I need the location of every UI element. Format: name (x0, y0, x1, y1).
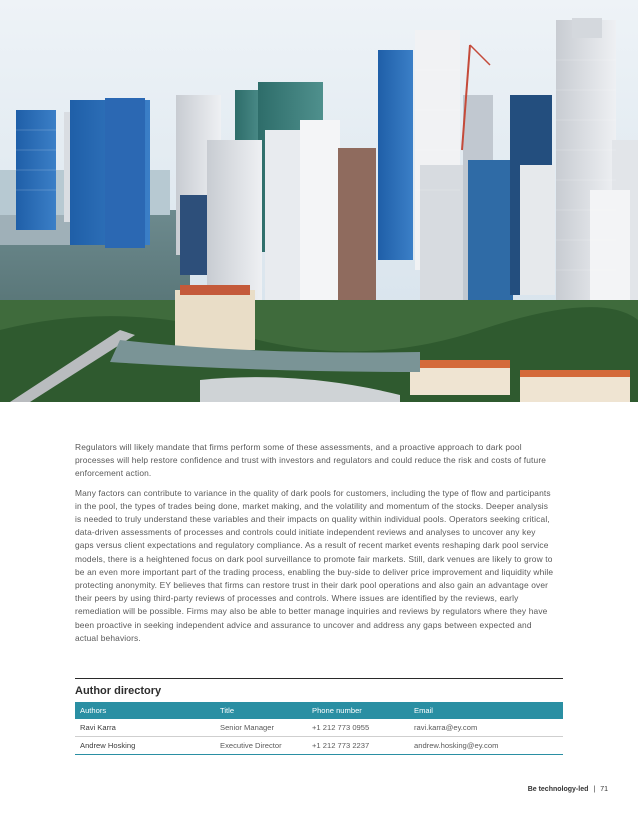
author-directory-rule (75, 678, 563, 679)
author-email[interactable]: ravi.karra@ey.com (414, 723, 478, 732)
author-directory-table (75, 702, 563, 755)
header-authors: Authors (75, 702, 215, 719)
header-email: Email (409, 702, 563, 719)
table-row (75, 719, 563, 737)
table-header-row (75, 702, 563, 719)
author-title: Executive Director (220, 741, 282, 750)
body-paragraph: Regulators will likely mandate that firms perform some of these assessments, and a proactive approach to dark pool processes will help restore confidence and trust with investors and regulators and could reduce the risk and costs of future enforcement action. (75, 442, 547, 479)
page-footer (528, 786, 608, 793)
header-phone: Phone number (307, 702, 409, 719)
header-title: Title (215, 702, 307, 719)
author-title: Senior Manager (220, 723, 275, 732)
page-number: 71 (600, 786, 608, 793)
author-email[interactable]: andrew.hosking@ey.com (414, 741, 499, 750)
footer-section-title: Be technology-led (527, 786, 589, 793)
author-name: Andrew Hosking (80, 741, 136, 750)
author-phone: +1 212 773 0955 (312, 723, 370, 732)
footer-separator: | (593, 786, 596, 793)
body-paragraph: Many factors can contribute to variance in the quality of dark pools for customers, including the type of flow and participants in the pool, the types of trades being done, market making, and the volatility and momentum of the stocks. Deeper analysis is needed to truly understand these variables and their impacts on quality within individual pools. Operators seeking critical, data-driven assessments of processes and controls could initiate independent reviews and analyses to uncover any key gaps versus client expectations and regulatory compliance. As a result of recent market events reshaping dark pool service models, there is a heightened focus on dark pool surveillance to promote fair markets. Still, dark venues are likely to grow to be an even more important part of the trading process, enabling the buy-side to deliver price improvement and liquidity while protecting anonymity. EY believes that firms can restore trust in their dark pool operations and also gain an advantage over their peers by using third-party reviews of processes and controls. Where issues are identified by the reviews, early remediation will be possible. Firms may also be able to better manage inquiries and reviews by regulators where they have been proactive in seeking independent advice and assurance to uncover and address any gaps between expected and actual behaviors. (75, 487, 554, 643)
table-row (75, 737, 563, 755)
author-name: Ravi Karra (80, 723, 116, 732)
hero-cityscape-image (0, 0, 638, 402)
author-phone: +1 212 773 2237 (312, 741, 370, 750)
author-directory-heading: Author directory (75, 685, 162, 697)
body-text (75, 441, 555, 651)
